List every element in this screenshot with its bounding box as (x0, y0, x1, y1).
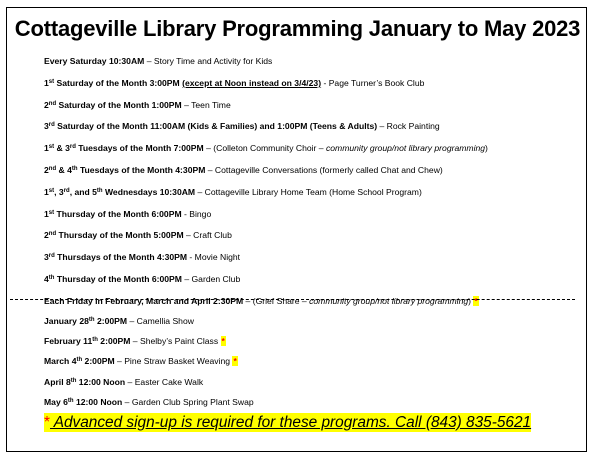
program-line (44, 78, 424, 89)
program-line (44, 165, 443, 176)
program-schedule: 1st Thursday of the Month 6:00PM (44, 208, 182, 219)
program-line (44, 100, 231, 111)
ordinal-suffix: th (92, 337, 98, 344)
program-line (44, 296, 479, 307)
ordinal-suffix: rd (48, 253, 55, 260)
ordinal-suffix: rd (69, 144, 76, 151)
event-name: – Garden Club Spring Plant Swap (122, 396, 254, 407)
schedule-exception: (except at Noon instead on 3/4/23) (182, 77, 322, 88)
event-name: – Easter Cake Walk (125, 376, 204, 387)
program-name: – Story Time and Activity for Kids (144, 56, 273, 66)
program-line (44, 143, 488, 154)
signup-star: * (233, 356, 237, 367)
ordinal-suffix: rd (48, 122, 55, 129)
program-line (44, 56, 272, 67)
program-name: – Cottageville Conversations (formerly called Chat and Chew) (205, 165, 443, 175)
program-name: - Movie Night (187, 252, 241, 263)
program-name: – Craft Club (183, 230, 232, 241)
ordinal-suffix: th (76, 357, 83, 364)
ordinal-suffix: th (70, 377, 77, 384)
ordinal-suffix: th (48, 275, 55, 281)
program-schedule: Every Saturday 10:30AM (44, 56, 145, 66)
event-line (44, 397, 254, 408)
program-name: – (Colleton Community Choir – (203, 143, 326, 154)
program-line (44, 230, 232, 241)
ordinal-suffix: nd (48, 231, 57, 238)
program-schedule: 1st Saturday of the Month 3:00PM (except at Noon instead on 3/4/23) (44, 77, 322, 88)
program-schedule: 2nd Thursday of the Month 5:00PM (44, 230, 184, 241)
program-schedule: 2nd Saturday of the Month 1:00PM (44, 99, 182, 110)
event-date: May 6th 12:00 Noon (44, 396, 123, 407)
event-name: – Camellia Show (127, 316, 194, 326)
event-name: – Shelby’s Paint Class (130, 336, 221, 347)
program-name: – Garden Club (181, 274, 241, 284)
program-name: - Bingo (181, 208, 212, 219)
ordinal-suffix: th (96, 187, 103, 194)
ordinal-suffix: nd (48, 100, 57, 107)
program-note: community group/not library programming (325, 143, 486, 154)
section-divider (10, 299, 575, 300)
event-line (44, 316, 194, 327)
signup-notice (44, 413, 531, 432)
ordinal-suffix: rd (63, 187, 70, 194)
event-date: January 28th 2:00PM (44, 316, 128, 326)
program-schedule: 1st, 3rd, and 5th Wednesdays 10:30AM (44, 186, 196, 197)
program-name: – (Grief Share – (243, 295, 310, 306)
program-schedule: 3rd Saturday of the Month 11:00AM (Kids & Families) and 1:00PM (Teens & Adults) (44, 121, 378, 132)
program-line (44, 187, 422, 198)
ordinal-suffix: th (67, 397, 74, 404)
signup-notice-text: Advanced sign-up is required for these programs. Call (843) 835-5621 (50, 414, 532, 431)
ordinal-suffix: th (71, 166, 78, 172)
event-name: – Pine Straw Basket Weaving (114, 356, 233, 367)
ordinal-suffix: st (48, 187, 55, 194)
page-title: Cottageville Library Programming January to May 2023 (14, 16, 581, 41)
ordinal-suffix: th (88, 317, 95, 323)
program-line (44, 209, 211, 220)
signup-star: * (221, 336, 225, 347)
event-date: April 8th 12:00 Noon (44, 376, 126, 387)
program-name: – Teen Time (181, 99, 231, 110)
program-schedule: 3rd Thursdays of the Month 4:30PM (44, 252, 188, 263)
ordinal-suffix: st (48, 144, 55, 151)
ordinal-suffix: st (48, 78, 55, 85)
program-name: – Rock Painting (377, 121, 440, 132)
program-line (44, 274, 240, 285)
program-line (44, 121, 440, 132)
program-line (44, 252, 240, 263)
program-schedule: 2nd & 4th Tuesdays of the Month 4:30PM (44, 165, 206, 175)
event-line (44, 336, 226, 347)
program-name-end: ) (468, 295, 474, 306)
event-line (44, 377, 203, 388)
event-date: March 4th 2:00PM (44, 356, 115, 367)
program-schedule: 1st & 3rd Tuesdays of the Month 7:00PM (44, 143, 204, 154)
event-date: February 11th 2:00PM (44, 336, 131, 347)
program-name-end: ) (485, 143, 488, 154)
program-schedule: 4th Thursday of the Month 6:00PM (44, 274, 182, 284)
ordinal-suffix: nd (48, 166, 57, 172)
program-note: community group/not library programming (309, 295, 469, 306)
signup-notice-star: * (44, 414, 50, 431)
program-schedule: Each Friday in February, March and April 2:30PM (44, 295, 244, 306)
program-name: – Cottageville Library Home Team (Home School Program) (195, 186, 422, 197)
event-line (44, 356, 238, 367)
program-name: - Page Turner’s Book Club (321, 77, 425, 88)
signup-star: * (474, 295, 478, 306)
ordinal-suffix: st (48, 209, 55, 216)
